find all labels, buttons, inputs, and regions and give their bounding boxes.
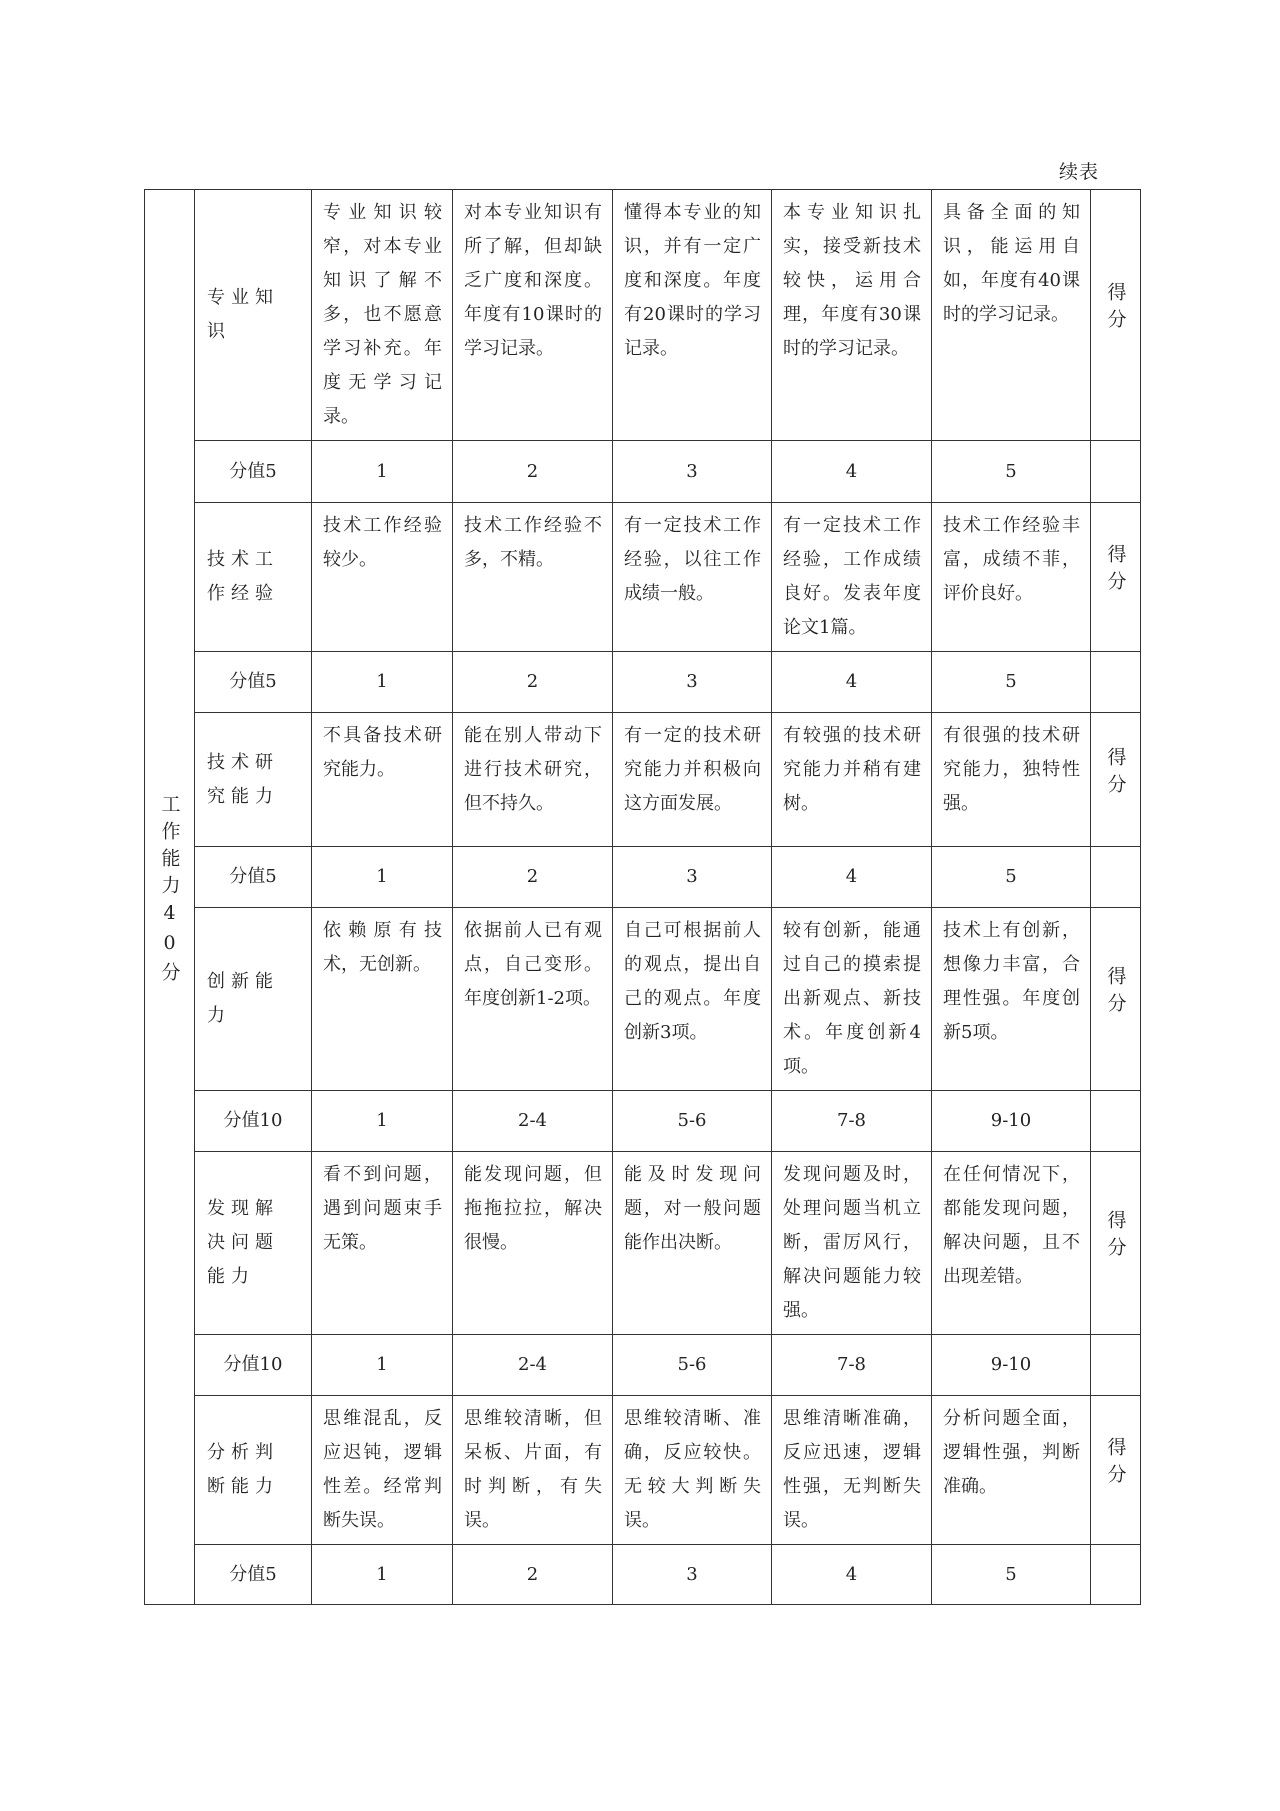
level-value: 2-4 [453,1091,613,1152]
level-value: 5 [932,441,1091,503]
level-description: 技术工作经验不多，不精。 [453,503,613,652]
level-description: 能及时发现问题，对一般问题能作出决断。 [613,1152,772,1335]
score-input[interactable] [1091,441,1141,503]
level-value: 9-10 [932,1335,1091,1396]
level-description: 自己可根据前人的观点，提出自己的观点。年度创新3项。 [613,908,772,1091]
score-label: 得分 [1104,544,1127,598]
value-row [145,441,1141,503]
level-description: 具备全面的知识，能运用自如，年度有40课时的学习记录。 [932,190,1091,441]
level-description: 不具备技术研究能力。 [312,713,453,847]
level-value: 5 [932,652,1091,713]
level-value: 2 [453,1545,613,1605]
score-input[interactable] [1091,1545,1141,1605]
criterion-name: 分析判断能力 [195,1396,312,1545]
score-cell [1091,1396,1141,1545]
level-description: 依赖原有技术，无创新。 [312,908,453,1091]
criterion-name: 发现解决问题能力 [195,1152,312,1335]
category-label: 工作能力40分 [158,793,181,989]
criterion-name: 创新能力 [195,908,312,1091]
score-label: 得分 [1104,1210,1127,1264]
value-row [145,1335,1141,1396]
level-value: 3 [613,441,772,503]
level-value: 7-8 [772,1335,932,1396]
level-value: 5 [932,847,1091,908]
score-cell [1091,1152,1141,1335]
criterion-name: 专业知识 [195,190,312,441]
score-label: 得分 [1104,966,1127,1020]
level-value: 2 [453,441,613,503]
level-description: 专业知识较窄，对本专业知识了解不多，也不愿意学习补充。年度无学习记录。 [312,190,453,441]
category-cell [145,190,195,1605]
level-value: 1 [312,652,453,713]
level-description: 在任何情况下，都能发现问题，解决问题，且不出现差错。 [932,1152,1091,1335]
criterion-row [145,503,1141,652]
score-label: 得分 [1104,1437,1127,1491]
level-description: 能在别人带动下进行技术研究，但不持久。 [453,713,613,847]
level-description: 对本专业知识有所了解，但却缺乏广度和深度。年度有10课时的学习记录。 [453,190,613,441]
level-value: 4 [772,1545,932,1605]
value-label: 分值10 [195,1335,312,1396]
criterion-row [145,1152,1141,1335]
score-input[interactable] [1091,652,1141,713]
value-row [145,652,1141,713]
value-label: 分值5 [195,441,312,503]
level-value: 9-10 [932,1091,1091,1152]
level-value: 2 [453,652,613,713]
level-description: 分析问题全面，逻辑性强，判断准确。 [932,1396,1091,1545]
continued-label: 续表 [1059,161,1100,183]
level-value: 1 [312,441,453,503]
criterion-row [145,1396,1141,1545]
value-label: 分值10 [195,1091,312,1152]
level-description: 思维较清晰，但呆板、片面，有时判断，有失误。 [453,1396,613,1545]
criterion-name: 技术工作经验 [195,503,312,652]
score-input[interactable] [1091,1335,1141,1396]
level-value: 3 [613,652,772,713]
level-value: 2 [453,847,613,908]
level-value: 4 [772,847,932,908]
level-value: 5-6 [613,1091,772,1152]
level-description: 有一定技术工作经验，以往工作成绩一般。 [613,503,772,652]
value-row [145,847,1141,908]
level-value: 1 [312,1091,453,1152]
level-value: 1 [312,1335,453,1396]
level-value: 1 [312,847,453,908]
criterion-row [145,713,1141,847]
level-value: 5-6 [613,1335,772,1396]
level-description: 看不到问题，遇到问题束手无策。 [312,1152,453,1335]
level-value: 3 [613,847,772,908]
score-label: 得分 [1104,282,1127,336]
level-value: 1 [312,1545,453,1605]
level-description: 技术上有创新，想像力丰富，合理性强。年度创新5项。 [932,908,1091,1091]
level-description: 依据前人已有观点，自己变形。年度创新1-2项。 [453,908,613,1091]
level-value: 3 [613,1545,772,1605]
level-description: 思维混乱，反应迟钝，逻辑性差。经常判断失误。 [312,1396,453,1545]
score-input[interactable] [1091,1091,1141,1152]
criterion-name: 技术研究能力 [195,713,312,847]
criterion-row [145,190,1141,441]
level-description: 懂得本专业的知识，并有一定广度和深度。年度有20课时的学习记录。 [613,190,772,441]
value-row [145,1091,1141,1152]
score-cell [1091,190,1141,441]
level-value: 5 [932,1545,1091,1605]
level-value: 4 [772,652,932,713]
level-description: 技术工作经验较少。 [312,503,453,652]
level-description: 较有创新，能通过自己的摸索提出新观点、新技术。年度创新4项。 [772,908,932,1091]
level-description: 发现问题及时，处理问题当机立断，雷厉风行，解决问题能力较强。 [772,1152,932,1335]
level-description: 有很强的技术研究能力，独特性强。 [932,713,1091,847]
level-description: 有一定的技术研究能力并积极向这方面发展。 [613,713,772,847]
value-row [145,1545,1141,1605]
level-description: 技术工作经验丰富，成绩不菲，评价良好。 [932,503,1091,652]
score-input[interactable] [1091,847,1141,908]
level-description: 思维较清晰、准确，反应较快。无较大判断失误。 [613,1396,772,1545]
criterion-row [145,908,1141,1091]
score-label: 得分 [1104,746,1127,801]
score-cell [1091,908,1141,1091]
score-cell [1091,713,1141,847]
value-label: 分值5 [195,1545,312,1605]
score-cell [1091,503,1141,652]
level-description: 有较强的技术研究能力并稍有建树。 [772,713,932,847]
level-description: 有一定技术工作经验，工作成绩良好。发表年度论文1篇。 [772,503,932,652]
level-value: 2-4 [453,1335,613,1396]
level-description: 能发现问题，但拖拖拉拉，解决很慢。 [453,1152,613,1335]
value-label: 分值5 [195,652,312,713]
rubric-table [144,189,1141,1605]
level-description: 本专业知识扎实，接受新技术较快，运用合理，年度有30课时的学习记录。 [772,190,932,441]
level-description: 思维清晰准确，反应迅速，逻辑性强，无判断失误。 [772,1396,932,1545]
level-value: 4 [772,441,932,503]
level-value: 7-8 [772,1091,932,1152]
value-label: 分值5 [195,847,312,908]
